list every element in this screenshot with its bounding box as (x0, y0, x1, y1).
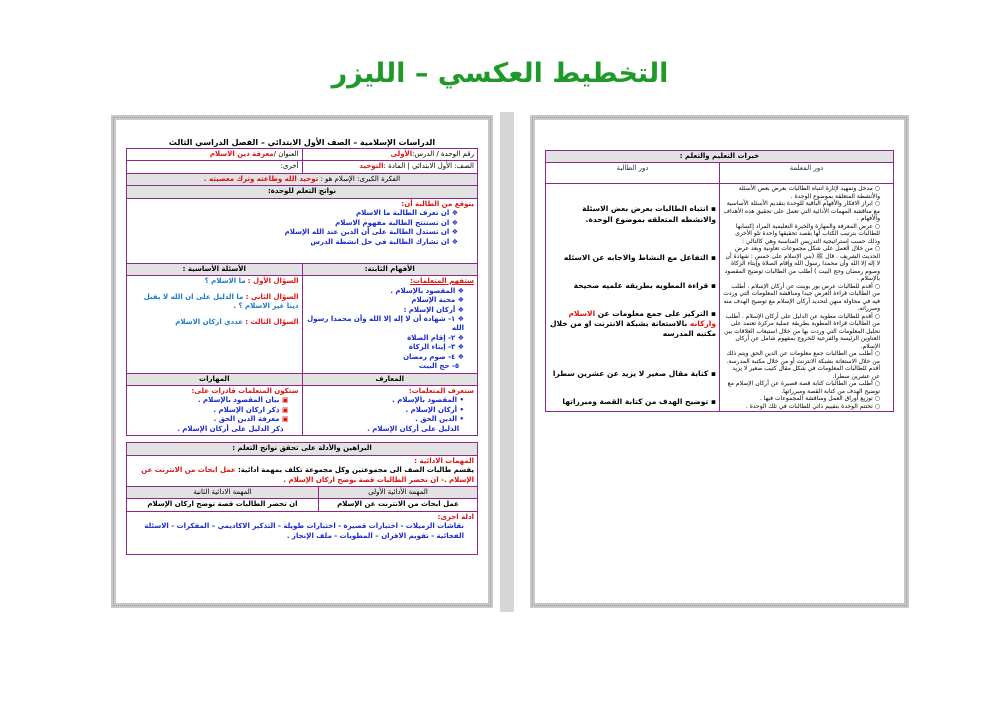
task1: عمل ابحاث من الانترنت عن الإسلام (318, 499, 477, 511)
knowledge-header: المعارف (302, 373, 478, 385)
outcomes-header: نواتج التعلم للوحدة: (127, 186, 478, 198)
outcome-item: ❖ ان تعرف الطالبة ما الاسلام (355, 209, 458, 218)
teacher-header: دور المعلمة (720, 163, 894, 184)
student-item: ▪ التركيز على جمع معلومات عن الاسلام واركانه بالاستعانة بشبكة الانترنت او من خلال مكتبه المدرسه (550, 308, 716, 339)
outcome-item: ❖ ان تستنتج الطالبة مفهوم الاسلام (335, 218, 458, 227)
topic-cell: العنوان /معرفة دين الاسلام (127, 149, 303, 161)
experiences-table (545, 150, 894, 412)
outcomes-cell: يتوقع من الطالبة أن: ❖ ان تعرف الطالبة ما الاسلام ❖ ان تستنتج الطالبة مفهوم الاسلام ❖ ان تستدل الطالبة على أن الدين عند الله الإسلام ❖ ان تشارك الطالبة في حل انشطة الدرس (127, 198, 478, 263)
student-item: ▪ قراءة المطويه بطريقه علميه صحيحة (573, 280, 716, 290)
teacher-item: ○ عرض المعرفة والمهارة والخبرة التعليمية المراد إكسابها للطالبات بترتيب الكتاب لها بقصد تحقيقها واحدة تلو الأخرى وذلك حسب إستراتيجية التدريس المناسبة وهي كالتالي : (735, 222, 880, 245)
big-idea: الفكرة الكبرى: الإسلام هو : توحيد الله وطاعته وترك معصيته . (127, 173, 478, 185)
teacher-item: ○ توزيع أوراق العمل ومناقشة المجموعات فيها . (759, 395, 880, 403)
experiences-header: خبرات التعليم والتعلم : (546, 151, 894, 163)
questions-header: الأسئلة الأساسية : (127, 263, 303, 275)
outcome-item: ❖ ان تستدل الطالبة على أن الدين عند الله الإسلام (284, 228, 458, 237)
task2: ان تحضر الطالبات قصة توضح اركان الإسلام (127, 499, 319, 511)
teacher-item: ○ ابراز الافكار والأفهام الباقية للوحدة بتقديم الأسئلة الأساسية مع مناقشة المهمات الأدائية التي تعمل على تحقيق هذه الأهداف والأفهام . (723, 200, 880, 223)
plan-table (126, 148, 478, 436)
student-header: دور الطالبة (546, 163, 720, 184)
task1-header: المهمة الأدائية الأولى (318, 486, 477, 498)
document-title: التخطيط العكسي – الليزر (331, 58, 669, 89)
outcome-item: ❖ ان تشارك الطالبة في حل انشطة الدرس (310, 237, 458, 246)
left-page (111, 115, 493, 608)
teacher-item: ○ من خلال العمل على شكل مجموعات تعاونية وبعد عرض الحديث الشريف . قال ﷺ (بني الإسلام على خمس : شهادة أن لا إله إلا الله وأن محمدا رسول الله وإقام الصلاة وإيتاء الزكاة وصوم رمضان وحج البيت ) أطلب من الطالبات توضيح المقصود بالإسلام . (724, 245, 880, 283)
questions-cell: السؤال الأول : ما الاسلام ؟ السؤال الثاني : ما الدليل على ان الله لا يقبل دينا غير الاسلام ؟ . السؤال الثالث : عددي اركان الاسلام (127, 276, 303, 373)
student-item: ▪ التفاعل مع النشاط والاجابه عن الاسئله (563, 252, 716, 262)
other-evidence-cell: ادلة اخرى: نقاشات الزميلات - اختبارات قصيرة - اختبارات طويلة - التذكير الاكاديمي – المفكرات - الاسئلة الفجائية - تقويم الاقران – المطويات - ملف الإنجاز . (127, 511, 478, 554)
tasks-cell: المهمات الادائية : يقسم طالبات الصف الى مجموعتين وكل مجموعة تكلف بمهمة ادائية: عمل ابحاث من الانترنت عن الإسلام .- ان تحضر الطالبات قصة يوضح اركان الإسلام . (127, 455, 478, 486)
teacher-item: ○ أقدم للطالبات عرض بور بوينت عن أركان الإسلام . أطلب من الطالبات قراءة العرض جيدا ومناقشة المعلومات التي وردت فيه في محاولة منهن لتحديد أركان الإسلام مع توضيح الهدف منه ومبرراته. (723, 282, 880, 313)
student-item: ▪ انتباه الطالبات بعرض بعض الاسئلة والانشطه المتعلقه بموضوع الوحدة. (582, 204, 716, 224)
student-item: ▪ كتابة مقال صغير لا يزيد عن عشرين سطرا (552, 369, 716, 379)
evidence-header: البراهين والأدلة على تحقق نواتج التعلم : (127, 443, 478, 455)
teacher-item: ○ تختتم الوحدة بتقييم ذاتي للطالبات في تلك الوحدة . (745, 402, 880, 410)
teacher-role-cell (720, 184, 894, 412)
student-item: ▪ توضيح الهدف من كتابة القصة ومبرراتها (562, 397, 716, 407)
skills-header: المهارات (127, 373, 303, 385)
teacher-item: ○ أقدم للطالبات مطوية عن الدليل على أركان الإسلام . أطلب من الطالبات قراءة المطوية بطريقة عملية مركزة تعتمد على تحليل المعلومات التي وردت بها من خلال استيعاب العلاقات بين العناوين الرئيسة والفرعية للخروج بمفهوم شامل عن أركان الإسلام. (724, 312, 880, 350)
evidence-table (126, 442, 478, 555)
teacher-item: ○ أطلب من الطالبات كتابة قصة قصيرة عن أركان الإسلام مع توضيح الهدف من كتابة القصة ومبرراتها. (727, 380, 880, 395)
task2-header: المهمة الادائية الثانية (127, 486, 319, 498)
understandings-cell: ستفهم المتعلمات: ❖ المقصود بالإسلام . ❖ محبة الإسلام ❖ أركان الإسلام : ❖ ١- شهادة أن لا إله إلا الله وأن محمدا رسول الله ❖ ٢- إقام الصلاة ❖ ٣- إيتاء الزكاة ❖ ٤- صوم رمضان ٥- حج البيت (302, 276, 478, 373)
teacher-item: ○ أطلب من الطالبات جمع معلومات عن الدين الحق ويتم ذلك من خلال الاستعانة بشبكة الانترنت أو من خلال مكتبة المدرسة. أقدم للطالبات المعلومات في شكل مقال كتيب صغير لا يزيد عن عشرين سطرا. (726, 350, 880, 380)
right-page (530, 115, 909, 608)
other-cell: أخرى: (127, 161, 303, 173)
grade-cell: الصف: الأول الابتدائي | المادة :التوحيد (302, 161, 478, 173)
subtitle: الدراسات الإسلامية – الصف الأول الابتدائي – الفصل الدراسي الثالث (168, 138, 436, 147)
skills-cell: ستكون المتعلمات قادرات على: ▣ بيان المقصود بالإسلام . ▣ ذكر اركان الإسلام . ▣ معرفة الدين الحق . ذكر الدليل على أركان الإسلام . (127, 386, 303, 436)
understandings-header: الأفهام الثابتة: (302, 263, 478, 275)
teacher-item: ○ مدخل وتمهيد لإثارة انتباه الطالبات بعرض بعض الأسئلة والأنشطة المتعلقة بموضوع الوحدة . (738, 185, 880, 200)
unit-cell: رقم الوحدة / الدرس:الأولى (302, 149, 478, 161)
page-gutter (500, 112, 514, 612)
knowledge-cell: ستعرف المتعلمات: • المقصود بالإسلام . • أركان الإسلام . • الدين الحق . الدليل على أركان الإسلام . (302, 386, 478, 436)
student-role-cell (546, 184, 720, 412)
